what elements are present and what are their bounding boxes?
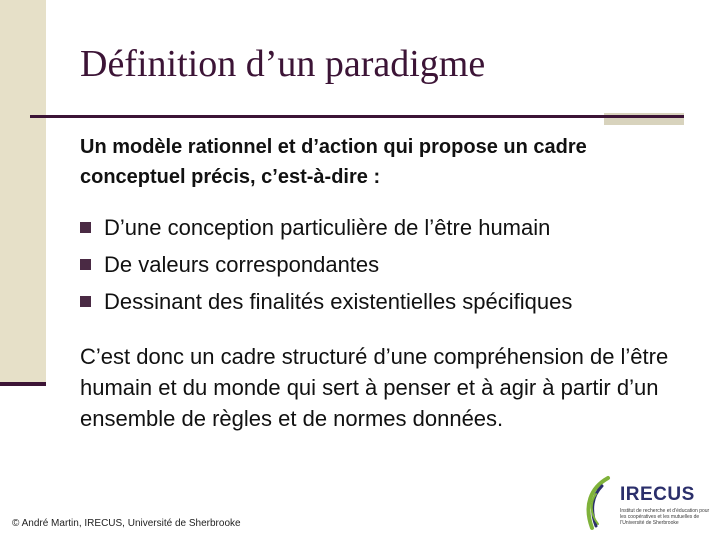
bullet-list bbox=[80, 209, 700, 320]
logo-name: IRECUS bbox=[620, 484, 695, 505]
left-decorative-bar bbox=[0, 0, 46, 382]
leaf-logo-icon bbox=[578, 472, 620, 536]
bullet-item bbox=[80, 283, 700, 320]
intro-paragraph: Un modèle rationnel et d’action qui propose un cadre conceptuel précis, c’est-à-dire : bbox=[80, 136, 587, 188]
footer-credit: © André Martin, IRECUS, Université de Sherbrooke bbox=[12, 518, 241, 529]
slide-title: Définition d’un paradigme bbox=[80, 43, 486, 85]
square-bullet-icon bbox=[80, 222, 91, 233]
title-rule bbox=[30, 115, 684, 118]
irecus-logo bbox=[578, 472, 716, 536]
bullet-text: De valeurs correspondantes bbox=[104, 252, 380, 277]
square-bullet-icon bbox=[80, 296, 91, 307]
bullet-item bbox=[80, 246, 700, 283]
logo-caption: Institut de recherche et d’éducation pour les coopératives et les mutuelles de l’Université de Sherbrooke bbox=[620, 508, 710, 526]
bullet-item bbox=[80, 209, 700, 246]
conclusion-paragraph: C’est donc un cadre structuré d’une compréhension de l’être humain et du monde qui sert à penser et à agir à partir d’un ensemble de règles et de normes données. bbox=[80, 344, 669, 431]
left-bar-underline bbox=[0, 382, 46, 386]
square-bullet-icon bbox=[80, 259, 91, 270]
bullet-text: D’une conception particulière de l’être humain bbox=[104, 215, 551, 240]
bullet-text: Dessinant des finalités existentielles spécifiques bbox=[104, 289, 573, 314]
